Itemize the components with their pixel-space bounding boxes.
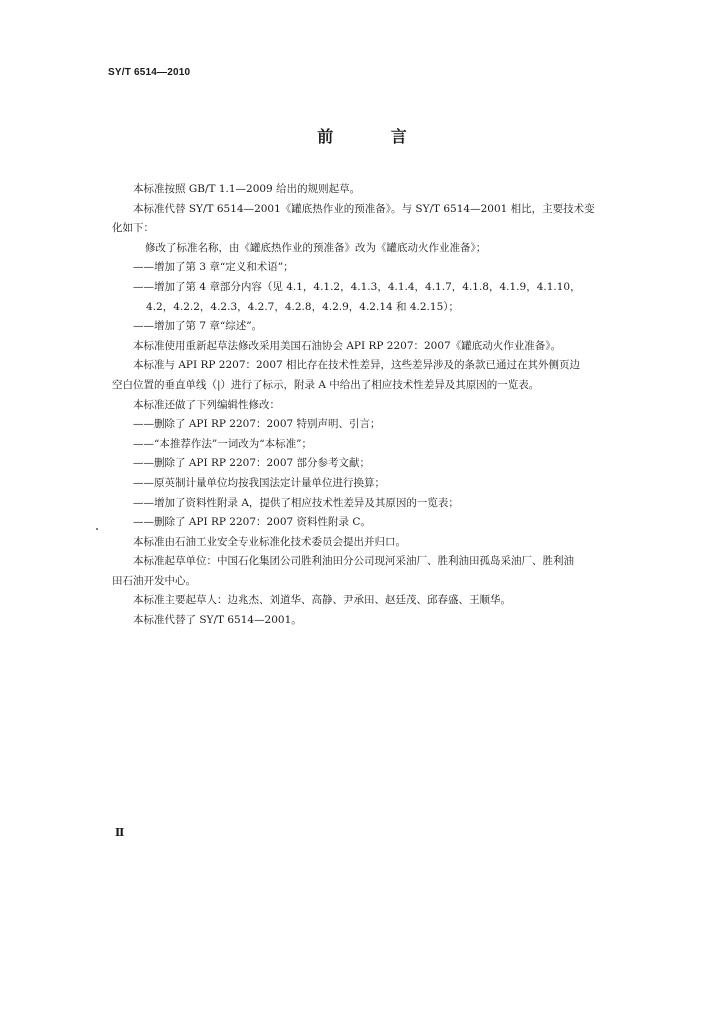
- editorial-item-2: ——“本推荐作法”一词改为“本标准”；: [133, 437, 312, 450]
- paragraph-supersedes: 本标准代替了 SY/T 6514—2001。: [133, 614, 302, 627]
- change-item-chapter-4-continued: 4.2，4.2.2，4.2.3，4.2.7，4.2.8，4.2.9，4.2.14 和 4.2.15）；: [146, 300, 460, 313]
- paragraph-replaces: 本标准代替 SY/T 6514—2001《罐底热作业的预准备》。与 SY/T 6514—2001 相比，主要技术变: [133, 202, 595, 215]
- paragraph-technical-differences: 本标准与 API RP 2207：2007 相比存在技术性差异，这些差异涉及的条款已通过在其外侧页边: [133, 359, 581, 372]
- page-number: Ⅱ: [115, 826, 125, 839]
- paragraph-adoption: 本标准使用重新起草法修改采用美国石油协会 API RP 2207：2007《罐底动火作业准备》。: [133, 339, 561, 352]
- editorial-item-1: ——删除了 API RP 2207：2007 特别声明、引言；: [133, 418, 381, 431]
- foreword-body: [112, 180, 616, 631]
- editorial-item-4: ——原英制计量单位均按我国法定计量单位进行换算；: [133, 476, 385, 489]
- standard-code: SY/T 6514—2010: [108, 67, 191, 78]
- paragraph-drafting-units-continued: 田石油开发中心。: [112, 574, 196, 587]
- margin-mark: [96, 528, 98, 530]
- editorial-item-5: ——增加了资料性附录 A，提供了相应技术性差异及其原因的一览表；: [133, 496, 459, 509]
- paragraph-replaces-continued: 化如下：: [112, 222, 154, 235]
- paragraph-technical-differences-continued: 空白位置的垂直单线（|）进行了标示，附录 A 中给出了相应技术性差异及其原因的一览表。: [112, 378, 540, 391]
- editorial-item-3: ——删除了 API RP 2207：2007 部分参考文献；: [133, 457, 371, 470]
- paragraph-editorial-changes: 本标准还做了下列编辑性修改：: [133, 398, 280, 411]
- paragraph-proposed-by: 本标准由石油工业安全专业标准化技术委员会提出并归口。: [133, 535, 406, 548]
- paragraph-main-drafters: 本标准主要起草人：边兆杰、刘道华、高静、尹承田、赵廷茂、邱春盛、王顺华。: [133, 594, 511, 607]
- editorial-item-6: ——删除了 API RP 2207：2007 资料性附录 C。: [133, 516, 371, 529]
- change-item-chapter-4: ——增加了第 4 章部分内容（见 4.1，4.1.2，4.1.3，4.1.4，4.1.7，4.1.8，4.1.9，4.1.10，: [133, 280, 581, 293]
- page-title: 前 言: [317, 127, 433, 146]
- change-item-title: 修改了标准名称，由《罐底热作业的预准备》改为《罐底动火作业准备》；: [145, 241, 487, 254]
- paragraph-drafting-rules: 本标准按照 GB/T 1.1—2009 给出的规则起草。: [133, 183, 361, 195]
- paragraph-drafting-units: 本标准起草单位：中国石化集团公司胜利油田分公司现河采油厂、胜利油田孤岛采油厂、胜利油: [133, 555, 574, 568]
- change-item-chapter-7: ——增加了第 7 章“综述”。: [133, 320, 263, 333]
- change-item-chapter-3: ——增加了第 3 章“定义和术语”；: [133, 261, 294, 274]
